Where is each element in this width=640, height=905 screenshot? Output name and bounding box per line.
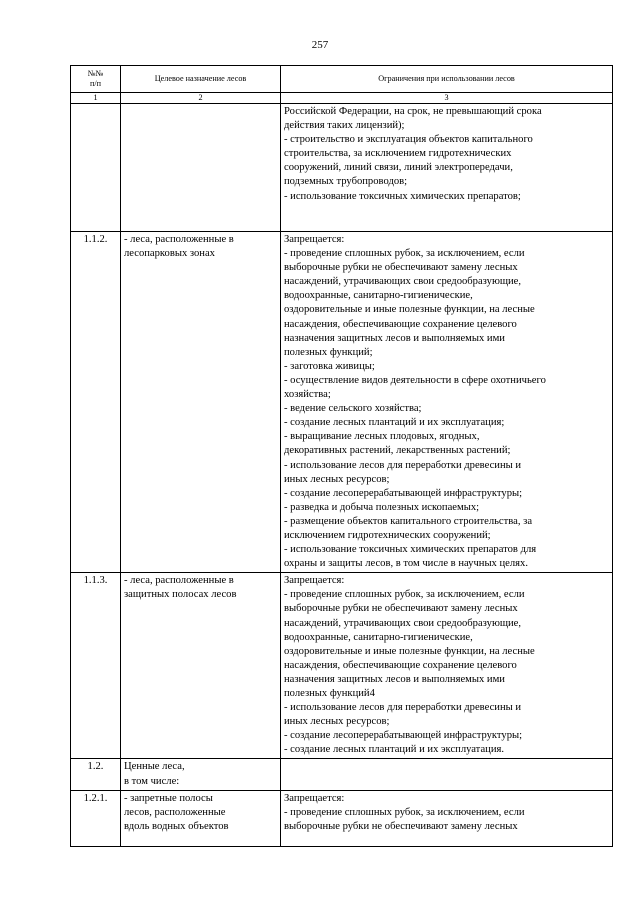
- restriction-line: полезных функций4: [284, 688, 375, 699]
- header-col-restrictions: Ограничения при использовании лесов: [281, 66, 613, 93]
- restriction-line: полезных функций;: [284, 346, 373, 358]
- restriction-line: - осуществление видов деятельности в сфере охотничьего: [284, 374, 546, 386]
- page-number: 257: [311, 39, 329, 51]
- restriction-line: строительства, за исключением гидротехнических: [284, 148, 512, 160]
- column-number: 2: [121, 93, 281, 104]
- restriction-line: насаждения, обеспечивающие сохранение целевого: [284, 659, 517, 671]
- restriction-line: - строительство и эксплуатация объектов капитального: [284, 134, 533, 146]
- restriction-line: - использование токсичных химических препаратов;: [284, 190, 521, 202]
- purpose-line: в том числе:: [124, 775, 180, 787]
- purpose-cell: [121, 759, 281, 790]
- restriction-line: - проведение сплошных рубок, за исключением, если: [284, 248, 525, 260]
- restriction-line: выборочные рубки не обеспечивают замену лесных: [284, 603, 518, 615]
- row-number: 1.1.3.: [71, 573, 121, 759]
- column-number: 3: [281, 93, 613, 104]
- restriction-line: декоративных растений, лекарственных растений;: [284, 445, 511, 457]
- restriction-line: Запрещается:: [284, 575, 345, 587]
- row-number: 1.1.2.: [71, 232, 121, 573]
- purpose-line: лесопарковых зонах: [124, 248, 215, 260]
- restrictions-cell: [281, 104, 613, 232]
- column-numbers-row: [71, 93, 613, 104]
- restriction-line: назначения защитных лесов и выполняемых ими: [284, 332, 505, 344]
- restriction-line: - использование лесов для переработки древесины и: [284, 702, 522, 714]
- table-header-row: [71, 66, 613, 93]
- header-col-number-line: №№: [87, 69, 104, 78]
- restriction-line: - заготовка живицы;: [284, 360, 375, 372]
- table-body: [71, 104, 613, 847]
- restriction-line: действия таких лицензий);: [284, 120, 405, 132]
- restriction-line: подземных трубопроводов;: [284, 176, 408, 188]
- table-row: [71, 573, 613, 759]
- table-row: [71, 104, 613, 232]
- purpose-line: вдоль водных объектов: [124, 820, 229, 832]
- purpose-cell: [121, 104, 281, 232]
- restriction-line: - ведение сельского хозяйства;: [284, 403, 422, 415]
- restriction-line: - использование токсичных химических препаратов для: [284, 544, 537, 556]
- restriction-line: иных лесных ресурсов;: [284, 716, 390, 728]
- restriction-line: насаждений, утрачивающих свои средообразующие,: [284, 617, 522, 629]
- header-col-number: [71, 66, 121, 93]
- restriction-line: Запрещается:: [284, 792, 345, 804]
- purpose-cell: [121, 573, 281, 759]
- restrictions-cell: [281, 232, 613, 573]
- restriction-line: насаждений, утрачивающих свои средообразующие,: [284, 276, 522, 288]
- restriction-line: водоохранные, санитарно-гигиенические,: [284, 631, 473, 643]
- row-number: 1.2.: [71, 759, 121, 790]
- restriction-line: Запрещается:: [284, 234, 345, 245]
- restriction-line: - проведение сплошных рубок, за исключением, если: [284, 589, 525, 601]
- purpose-line: - запретные полосы: [124, 792, 213, 804]
- restriction-line: исключением гидротехнических сооружений;: [284, 529, 491, 541]
- restriction-line: - выращивание лесных плодовых, ягодных,: [284, 431, 480, 443]
- table-row: [71, 790, 613, 846]
- purpose-cell: [121, 232, 281, 573]
- restriction-line: иных лесных ресурсов;: [284, 473, 390, 485]
- restriction-line: выборочные рубки не обеспечивают замену лесных: [284, 820, 518, 832]
- restriction-line: хозяйства;: [284, 389, 331, 401]
- restriction-line: охраны и защиты лесов, в том числе в научных целях.: [284, 558, 528, 570]
- restriction-line: оздоровительные и иные полезные функции, на лесные: [284, 645, 535, 657]
- restriction-line: - проведение сплошных рубок, за исключением, если: [284, 806, 525, 818]
- restriction-line: - использование лесов для переработки древесины и: [284, 459, 522, 471]
- restriction-line: - создание лесоперерабатывающей инфраструктуры;: [284, 487, 523, 499]
- restrictions-cell: [281, 573, 613, 759]
- restrictions-cell: [281, 790, 613, 846]
- restrictions-cell: [281, 759, 613, 790]
- restriction-line: водоохранные, санитарно-гигиенические,: [284, 290, 473, 302]
- restriction-line: насаждения, обеспечивающие сохранение целевого: [284, 318, 517, 330]
- purpose-line: - леса, расположенные в: [124, 575, 234, 587]
- restriction-line: назначения защитных лесов и выполняемых ими: [284, 673, 505, 685]
- header-col-number-line: п/п: [89, 79, 102, 88]
- row-number: [71, 104, 121, 232]
- purpose-line: Ценные леса,: [124, 761, 185, 773]
- purpose-line: лесов, расположенные: [124, 806, 226, 818]
- restriction-line: - размещение объектов капитального строительства, за: [284, 515, 533, 527]
- restriction-line: - создание лесоперерабатывающей инфраструктуры;: [284, 730, 523, 742]
- restrictions-table: [70, 65, 613, 847]
- restriction-line: оздоровительные и иные полезные функции, на лесные: [284, 304, 535, 316]
- restriction-line: выборочные рубки не обеспечивают замену лесных: [284, 262, 518, 274]
- restriction-line: - создание лесных плантаций и их эксплуатация.: [284, 744, 505, 756]
- table-row: [71, 759, 613, 790]
- purpose-line: защитных полосах лесов: [124, 589, 237, 601]
- purpose-cell: [121, 790, 281, 846]
- row-number: 1.2.1.: [71, 790, 121, 846]
- restriction-line: - создание лесных плантаций и их эксплуатация;: [284, 417, 505, 429]
- purpose-line: - леса, расположенные в: [124, 234, 234, 245]
- table-row: [71, 232, 613, 573]
- restriction-line: сооружений, линий связи, линий электропередачи,: [284, 162, 513, 174]
- restriction-line: Российской Федерации, на срок, не превышающий срока: [284, 106, 542, 117]
- column-number: 1: [71, 93, 121, 104]
- header-col-purpose: Целевое назначение лесов: [121, 66, 281, 93]
- restriction-line: - разведка и добыча полезных ископаемых;: [284, 501, 480, 513]
